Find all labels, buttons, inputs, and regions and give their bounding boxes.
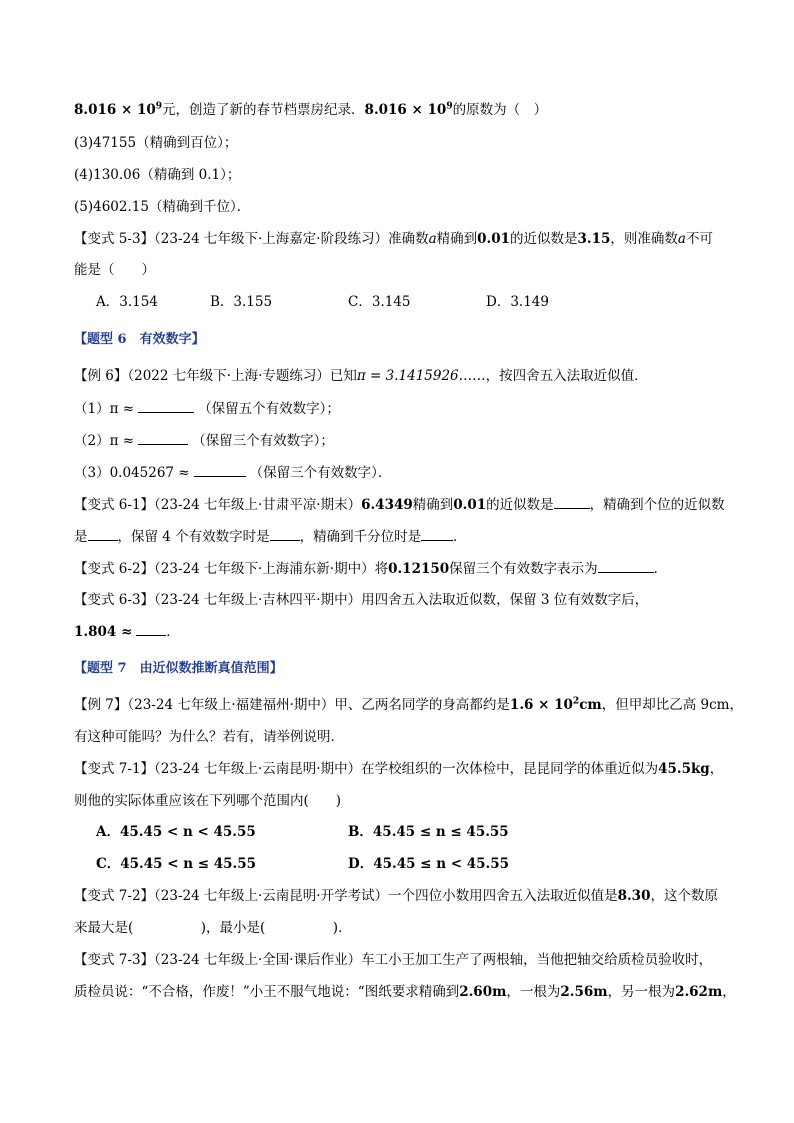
option-c: C．3.145 [348,294,411,310]
number: 0.01 [477,231,511,247]
question-6-3-cont [74,621,754,642]
text: ，精确到千分位时是 [299,529,422,545]
unit: cm [579,697,602,713]
text-line: (5)4602.15（精确到千位）． [74,199,251,215]
option-d: D．3.149 [486,294,549,310]
question-7-2-cont: 来最大是( )，最小是( )． [74,920,352,936]
text: 的近似数是 [486,497,554,513]
question-6-3: 【变式 6-3】（23-24 七年级上·吉林四平·期中）用四舍五入法取近似数，保留 3 位有效数字后， [74,592,649,608]
text: ，保留 4 个有效数字时是 [117,529,270,545]
section-heading-6: 【题型 6 有效数字】 [74,332,205,347]
text: （保留三个有效数字）； [192,433,334,449]
question-7-3: 【变式 7-3】（23-24 七年级上·全国·课后作业）车工小王加工生产了两根轴，当他把轴交给质检员验收时， [74,952,713,968]
text: ，精确到个位的近似数 [589,497,725,513]
exponent: 9 [155,101,163,112]
option-a: A．45.45 < n < 45.55 [96,824,256,840]
number: 2.56m [560,984,608,1000]
text: 【例 7】（23-24 七年级上·福建福州·期中）甲、乙两名同学的身高都约是 [74,697,510,713]
example-6-part-2 [74,430,754,451]
text: ，这个数原 [650,888,718,904]
text: ，但甲却比乙高 9cm， [601,697,743,713]
question-6-1-cont [74,526,754,547]
text: ，按四舍五入法取近似值． [485,368,648,384]
number: 3.15 [577,231,611,247]
text: 元，创造了新的春节档票房纪录． [162,102,365,118]
exponent: 9 [446,101,453,112]
example-7 [74,695,754,715]
option-d: D．45.45 ≤ n < 45.55 [348,856,509,872]
question-6-1 [74,494,754,515]
text: 精确到 [412,497,454,513]
number: 8.30 [617,888,651,904]
number: 2.62m [675,984,723,1000]
number: 8.016 × 10 [364,102,447,118]
text: ． [653,561,668,577]
text: 的原数为（ ） [452,102,548,118]
question-7-3-cont [74,982,754,1002]
text: 不可 [685,231,713,247]
example-6 [74,366,754,386]
example-7-cont: 有这种可能吗？为什么？若有，请举例说明． [74,729,344,745]
question-7-2 [74,886,754,906]
formula: π = 3.1415926…… [356,368,486,384]
text: 的近似数是 [510,231,578,247]
answer-blank [136,621,166,636]
text: 【变式 5-3】（23-24 七年级下·上海嘉定·阶段练习）准确数 [74,231,429,247]
answer-blank [138,398,194,413]
number: 8.016 × 10 [74,102,156,118]
example-6-part-3 [74,462,754,483]
text: ． [453,529,467,545]
exponent: 2 [572,696,580,707]
answer-blank [270,526,300,541]
text-line: (4)130.06（精确到 0.1）； [74,167,241,183]
number: 0.01 [453,497,487,513]
question-5-3 [74,229,754,249]
answer-blank [138,430,188,445]
answer-blank [554,494,590,509]
text: 【变式 7-2】（23-24 七年级上·云南昆明·开学考试）一个四位小数用四舍五入法取近似值是 [74,888,618,904]
text: ，另一根为 [607,984,676,1000]
variable: a [428,231,437,247]
number: 45.5kg [658,761,710,777]
text: （2）π ≈ [74,433,135,449]
option-b: B．45.45 ≤ n ≤ 45.55 [348,824,509,840]
text: ，一根为 [506,984,561,1000]
option-b: B．3.155 [210,294,273,310]
answer-blank [88,526,118,541]
number: 2.60m [459,984,507,1000]
number: 0.12150 [388,561,450,577]
number: 6.4349 [361,497,413,513]
example-6-part-1 [74,398,754,419]
question-7-1-cont: 则他的实际体重应该在下列哪个范围内( ) [74,793,342,809]
text: 保留三个有效数字表示为 [449,561,598,577]
text-line: (3)47155（精确到百位）； [74,135,238,151]
text: （1）π ≈ [74,401,135,417]
number: 1.6 × 10 [509,697,573,713]
text-line: 能是（ ） [74,262,155,278]
question-7-1 [74,759,754,779]
text: （3）0.045267 ≈ [74,465,190,481]
option-a: A．3.154 [96,294,158,310]
question-6-2 [74,558,754,579]
text: 【变式 6-1】（23-24 七年级上·甘肃平凉·期末） [74,497,362,513]
text: 是 [74,529,88,545]
section-heading-7: 【题型 7 由近似数推断真值范围】 [74,661,283,676]
option-c: C．45.45 < n ≤ 45.55 [96,856,257,872]
text: 【例 6】（2022 七年级下·上海·专题练习）已知 [74,368,357,384]
answer-blank [598,558,654,573]
text: 【变式 6-2】（23-24 七年级下·上海浦东新·期中）将 [74,561,389,577]
text-line [74,100,754,120]
text: ，则准确数 [610,231,678,247]
answer-blank [421,526,453,541]
text: 质检员说：“不合格，作废！”小王不服气地说：“图纸要求精确到 [74,984,460,1000]
text: ， [722,984,736,1000]
text: （保留三个有效数字）． [249,465,392,481]
text: （保留五个有效数字）； [198,401,340,417]
number: 1.804 ≈ [74,624,133,640]
text: 精确到 [436,231,478,247]
answer-blank [194,462,246,477]
variable: a [677,231,686,247]
text: ． [166,624,180,640]
text: 【变式 7-1】（23-24 七年级上·云南昆明·期中）在学校组织的一次体检中，昆昆同学的体重近似为 [74,761,659,777]
text: ， [709,761,724,777]
